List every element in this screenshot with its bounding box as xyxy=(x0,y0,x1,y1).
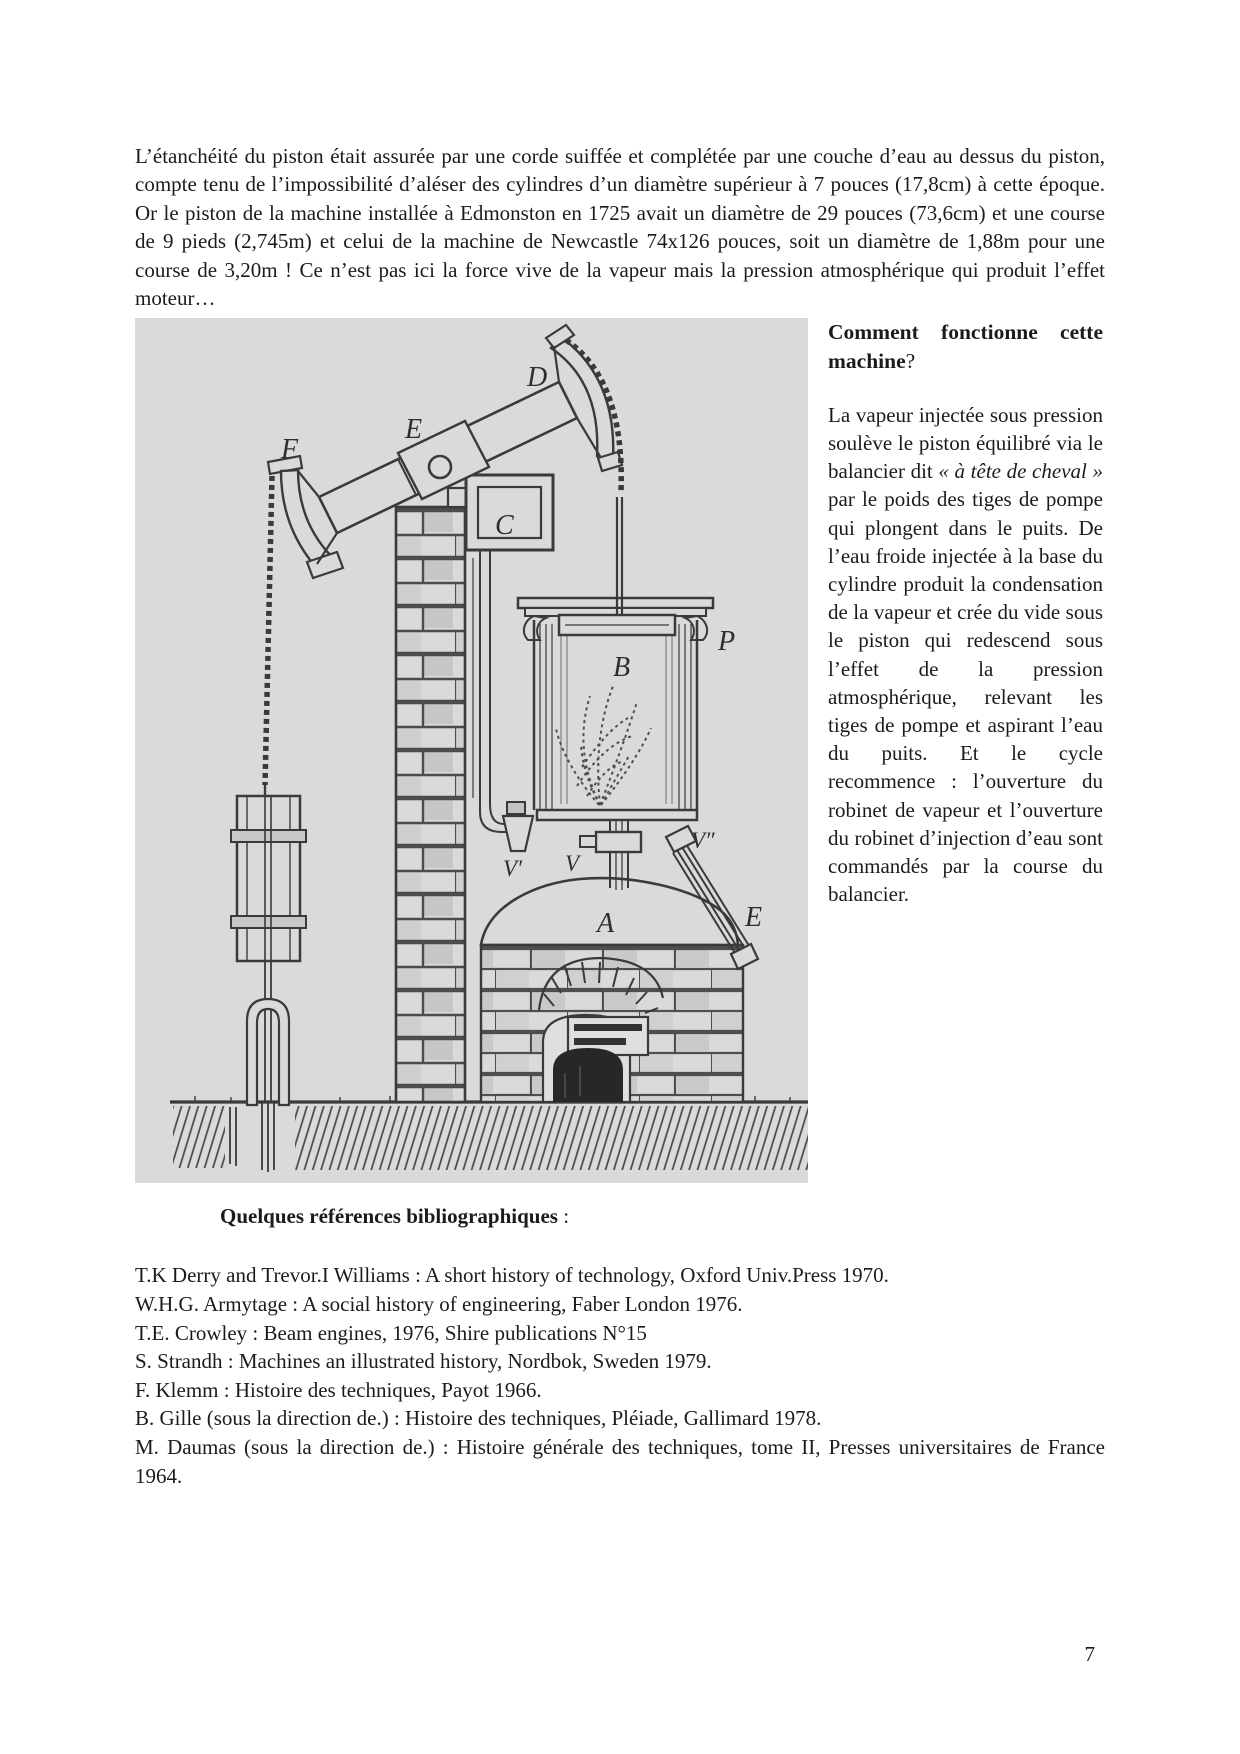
label-piston-P: P xyxy=(718,626,736,658)
sidebar-heading xyxy=(828,318,1103,374)
label-cylinder-B: B xyxy=(613,652,631,684)
page-number: 7 xyxy=(1084,1642,1095,1666)
label-arch-D: D xyxy=(527,362,548,394)
bibliography-list xyxy=(135,1261,1105,1490)
bibliography-entry: T.E. Crowley : Beam engines, 1976, Shire publications N°15 xyxy=(135,1320,647,1345)
bibliography-entry: T.K Derry and Trevor.I Williams : A short history of technology, Oxford Univ.Press 1970. xyxy=(135,1263,889,1288)
bibliography-heading-text: Quelques références bibliographiques xyxy=(220,1204,558,1229)
bibliography-entry: S. Strandh : Machines an illustrated history, Nordbok, Sweden 1979. xyxy=(135,1349,712,1374)
label-boiler-A: A xyxy=(597,908,615,940)
label-valve-V-doubleprime: V″ xyxy=(691,828,715,854)
bibliography-entry: M. Daumas (sous la direction de.) : Histoire générale des techniques, tome II, Presses universitaires de France 1964. xyxy=(135,1435,1105,1488)
bibliography-entry: F. Klemm : Histoire des techniques, Payot 1966. xyxy=(135,1377,542,1402)
sidebar-column xyxy=(828,318,1103,908)
masonry-pillar xyxy=(396,488,466,1102)
sidebar-heading-qmark: ? xyxy=(905,348,916,373)
label-valve-V-prime: V′ xyxy=(503,856,523,882)
bibliography-heading-colon: : xyxy=(557,1204,570,1229)
content-row xyxy=(135,318,1105,1183)
intro-paragraph: L’étanchéité du piston était assurée par une corde suiffée et complétée par une couche d’eau au dessus du piston, compte tenu de l’impossibilité d’aléser des cylindres d’un diamètre supérieur à 7 pouces (17,8cm) à cette époque. Or le piston de la machine installée à Edmonston en 1725 avait un diamètre de 29 pouces (73,6cm) et une course de 9 pieds (2,745m) et celui de la machine de Newcastle 74x126 pouces, soit un diamètre de 1,88m pour une course de 3,20m ! Ce n’est pas ici la force vive de la vapeur mais la pression atmosphérique qui produit l’effet moteur… xyxy=(135,144,1105,311)
sidebar-text-1: La vapeur injectée sous pression soulève le piston équilibré via le balancier dit xyxy=(828,402,1103,484)
label-arch-F: F xyxy=(281,434,299,466)
bibliography-entry: W.H.G. Armytage : A social history of engineering, Faber London 1976. xyxy=(135,1292,743,1317)
sidebar-heading-text: Comment fonctionne cette machine xyxy=(828,320,1103,373)
bibliography-heading xyxy=(220,1202,1105,1231)
sidebar-paragraph xyxy=(828,401,1103,909)
engine-figure xyxy=(135,318,808,1183)
label-beam-E: E xyxy=(405,414,423,446)
label-eduction-E: E xyxy=(745,902,763,934)
label-cistern-C: C xyxy=(495,510,514,542)
sidebar-text-italic: « à tête de cheval » xyxy=(938,459,1103,484)
bibliography-entry: B. Gille (sous la direction de.) : Histoire des techniques, Pléiade, Gallimard 1978. xyxy=(135,1406,822,1431)
newcomen-engine-engraving xyxy=(135,318,808,1183)
label-valve-V: V xyxy=(565,851,580,877)
sidebar-text-2: par le poids des tiges de pompe qui plongent dans le puits. De l’eau froide injectée à la base du cylindre produit la condensation de la vapeur et crée du vide sous le piston qui redescend sous l’effet de la pression atmosphérique, relevant les tiges de pompe et aspirant l’eau du puits. Et le cycle recommence : l’ouverture du robinet de vapeur et l’ouverture du robinet d’injection d’eau sont commandés par la course du balancier. xyxy=(828,487,1103,907)
furnace xyxy=(481,945,743,1102)
